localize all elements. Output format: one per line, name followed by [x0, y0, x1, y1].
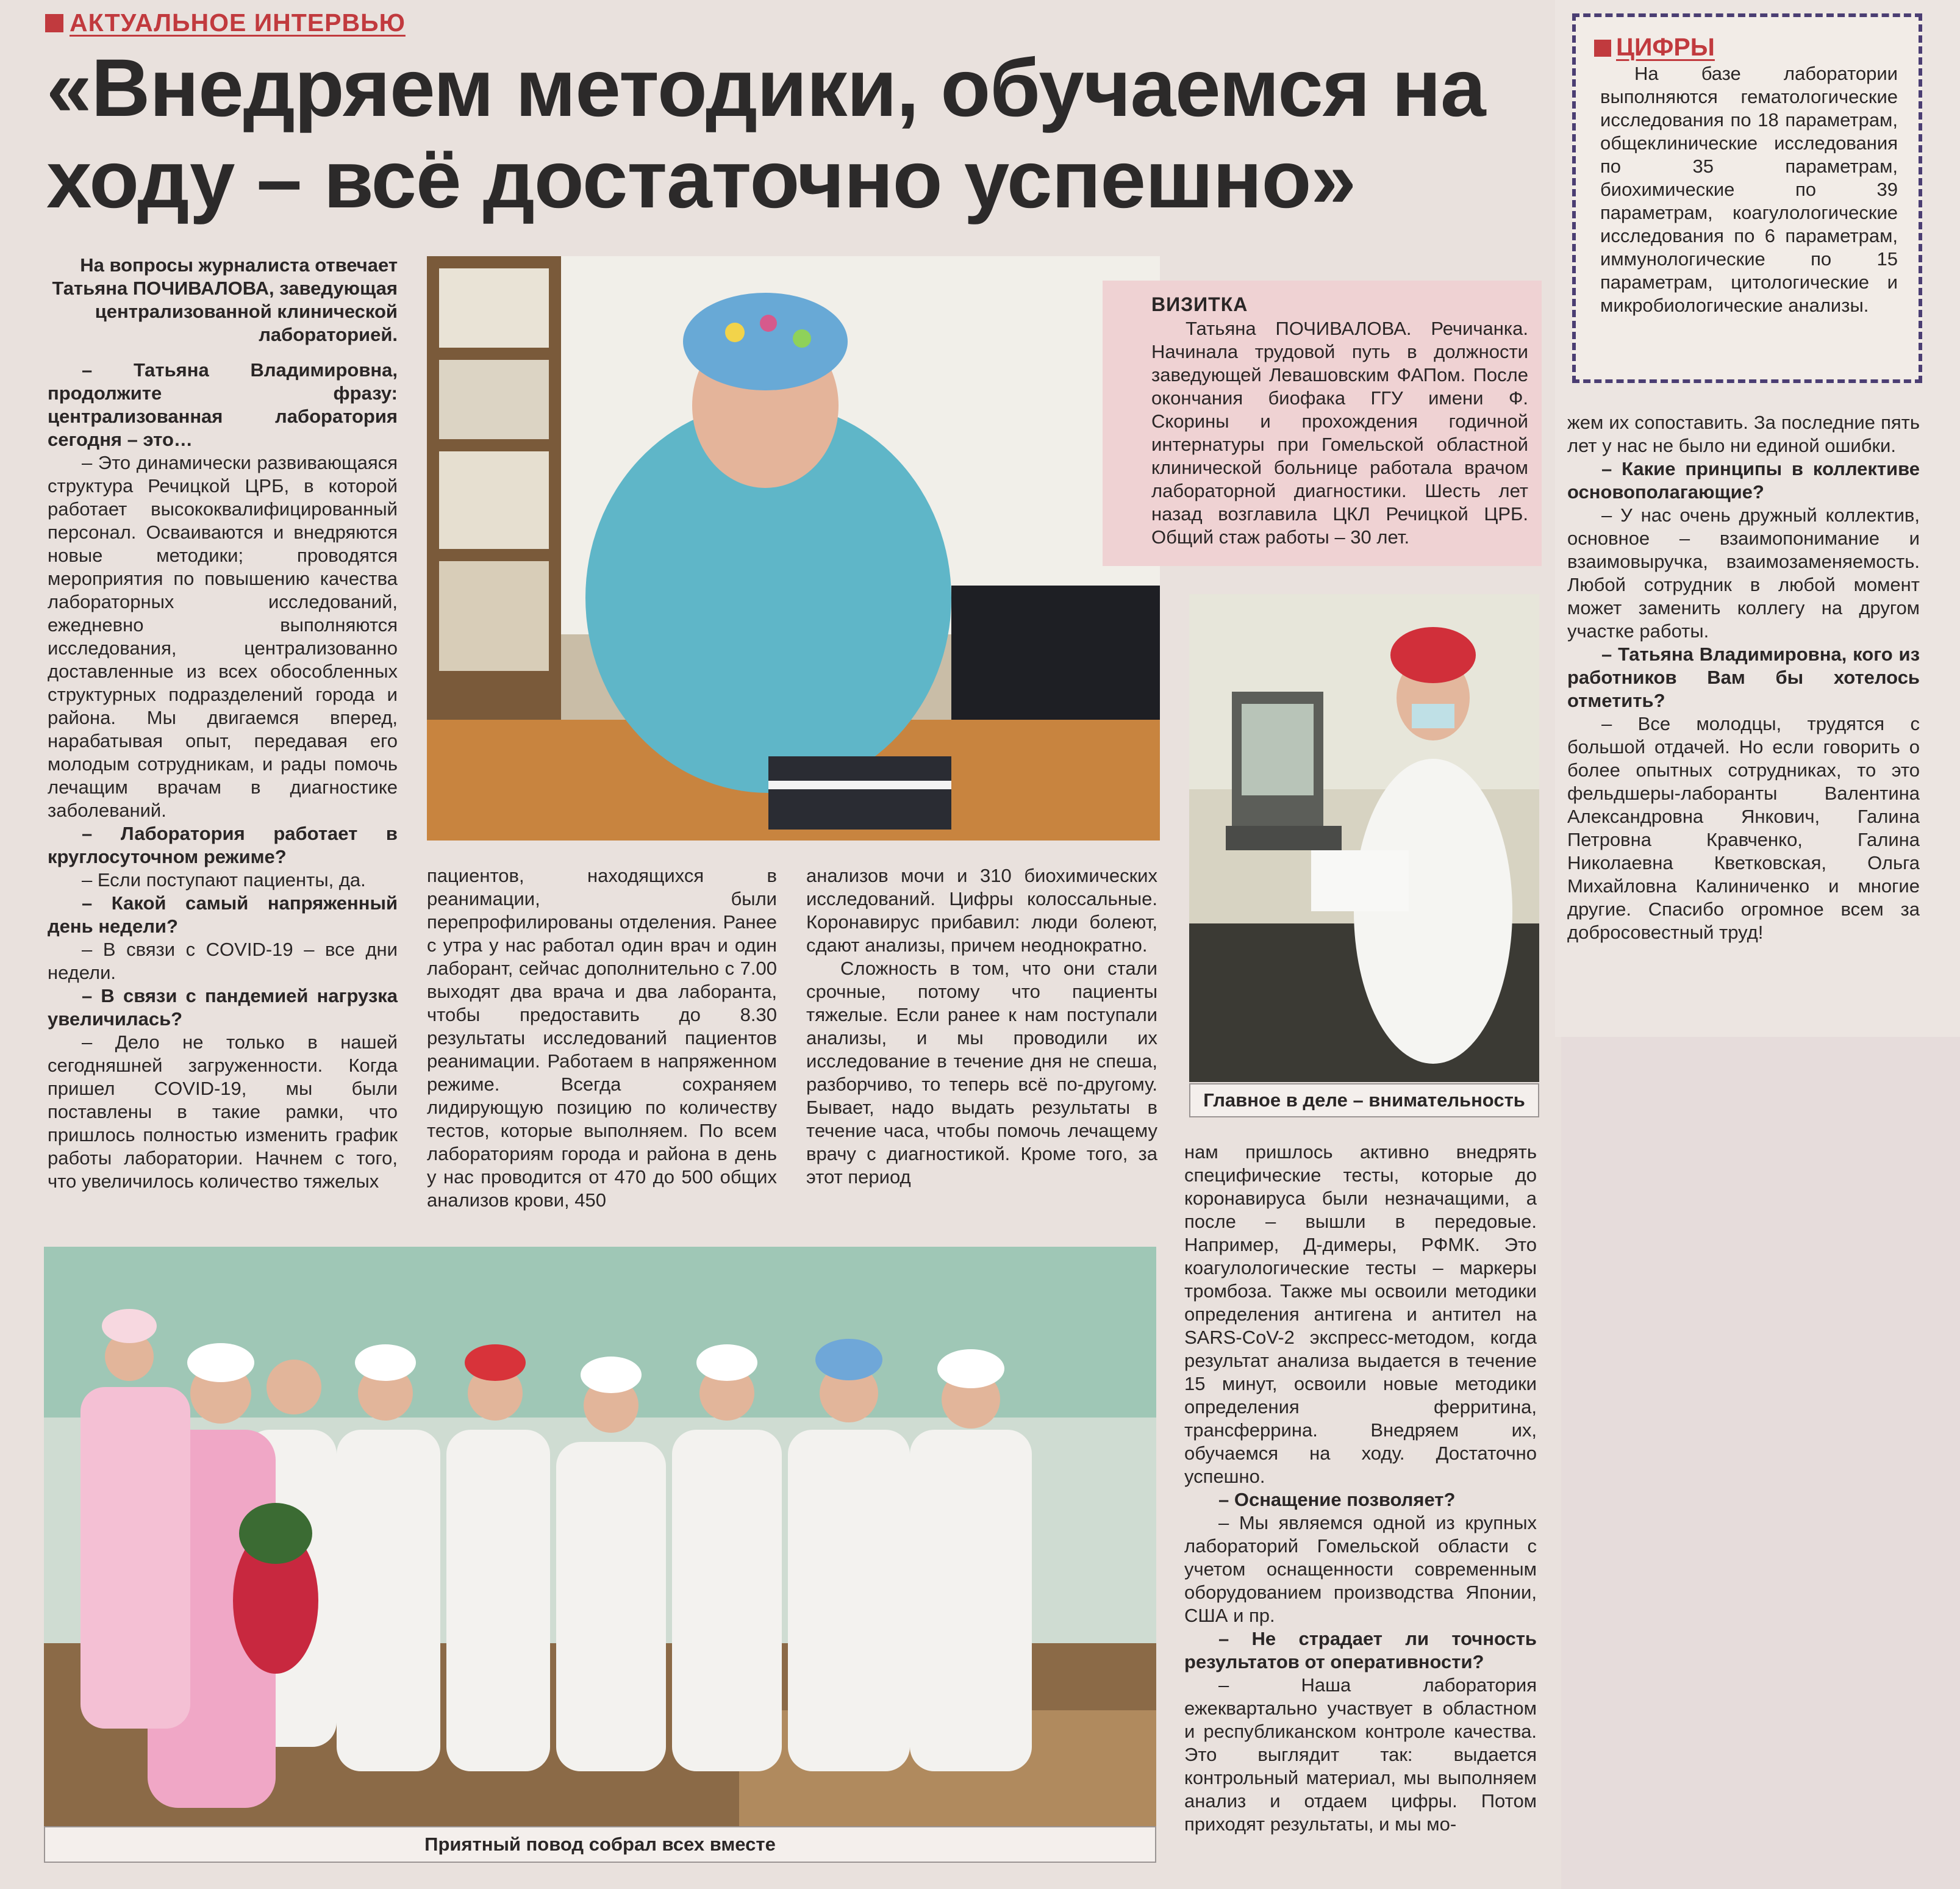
answer-paragraph: жем их сопоставить. За последние пять лет у нас не было ни единой ошибки. — [1567, 412, 1920, 456]
vizitka-text: Татьяна ПОЧИВАЛОВА. Речичанка. Начинала трудовой путь в должности заведующей Левашовским ФАПом. После окончания биофака ГГУ имени Ф. Скорины и прохождения годичной интернатуры при Гомельской областной клинической больнице работала врачом лабораторной диагностики. Шесть лет назад возглавила ЦКЛ Речицкой ЦРБ. Общий стаж работы – 30 лет. — [1151, 318, 1528, 548]
answer-paragraph: – Дело не только в нашей сегодняшней загруженности. Когда пришел COVID-19, мы были поставлены в такие рамки, что пришлось полностью изменить график работы лаборатории. Начнем с того, что увеличилось количество тяжелых — [48, 1031, 398, 1192]
rubric — [45, 9, 406, 37]
article-column-5 — [1567, 411, 1920, 944]
tsifry-marker — [1594, 40, 1611, 57]
group-photo-caption: Приятный повод собрал всех вместе — [44, 1826, 1156, 1863]
vizitka-title: ВИЗИТКА — [1151, 293, 1248, 315]
group-photo — [44, 1247, 1156, 1826]
question-paragraph: – Лаборатория работает в круглосуточном режиме? — [48, 823, 398, 867]
answer-paragraph: нам пришлось активно внедрять специфические тесты, которые до коронавируса были незначащими, а после – вышли в передовые. Например, Д-димеры, РФМК. Это коагулологические тесты – маркеры тромбоза. Также мы освоили методики определения антигена и антител на SARS-CoV-2 экспресс-методом, когда результат анализа выдается в течение 15 минут, освоили новые методики определения ферритина, трансферрина. Внедряем их, обучаемся на ходу. Достаточно успешно. — [1184, 1141, 1537, 1487]
tsifry-text: На базе лаборатории выполняются гематологические исследования по 18 параметрам, общеклинические исследования по 35 параметрам, биохимические по 39 параметрам, коагулологические исследования по 6 параметрам, иммунологические по 15 параметрам, цитологические и микробиологические анализы. — [1600, 63, 1898, 316]
portrait-photo — [427, 256, 1160, 841]
question-paragraph: – Какой самый напряженный день недели? — [48, 892, 398, 937]
question-paragraph: – Татьяна Владимировна, кого из работников Вам бы хотелось отметить? — [1567, 643, 1920, 711]
question-paragraph: – Оснащение позволяет? — [1218, 1489, 1456, 1510]
tsifry-heading — [1594, 35, 1898, 59]
tsifry-box — [1572, 13, 1922, 383]
lab-photo — [1189, 594, 1539, 1082]
article-column-1 — [48, 359, 398, 1193]
rubric-marker — [45, 14, 63, 32]
answer-paragraph: – У нас очень дружный коллектив, основное – взаимопонимание и взаимовыручка, взаимозаменяемость. Любой сотрудник в любой момент может заменить коллегу на другом участке работы. — [1567, 504, 1920, 642]
answer-paragraph: Сложность в том, что они стали срочные, потому что пациенты тяжелые. Если ранее к нам поступали анализы, и мы проводили их исследование в течение дня не спеша, разборчиво, то теперь всё по-другому. Бывает, надо выдать результаты в течение часа, чтобы помочь лечащему врачу с диагностикой. Кроме того, за этот период — [806, 958, 1157, 1188]
column-2-text: пациентов, находящихся в реанимации, были перепрофилированы отделения. Ранее с утра у нас работал один врач и один лаборант, сейчас дополнительно с 7.00 выходят два врача и два лаборанта, чтобы предоставить до 8.30 результаты исследований пациентов реанимации. Работаем в напряженном режиме. Всегда сохраняем лидирующую позицию по количеству тестов, которые выполняем. По всем лабораториям города и района в день у нас проводится от 470 до 500 общих анализов крови, 450 — [427, 865, 777, 1211]
rubric-label: АКТУАЛЬНОЕ ИНТЕРВЬЮ — [70, 9, 406, 37]
answer-paragraph: – В связи с COVID-19 – все дни недели. — [48, 939, 398, 983]
question-paragraph: – Татьяна Владимировна, продолжите фразу: централизованная лаборатория сегодня – это… — [48, 359, 398, 450]
blank-area — [1561, 1037, 1960, 1889]
tsifry-title: ЦИФРЫ — [1616, 33, 1715, 61]
answer-paragraph: – Все молодцы, трудятся с большой отдачей. Но если говорить о более опытных сотрудниках, то это фельдшеры-лаборанты Валентина Александровна Янкович, Галина Петровна Кравченко, Галина Николаевна Кветковская, Ольга Михайловна Калиниченко и многие другие. Спасибо огромное всем за добросовестный труд! — [1567, 713, 1920, 943]
answer-paragraph: анализов мочи и 310 биохимических исследований. Цифры колоссальные. Коронавирус прибавил: люди болеют, сдают анализы, причем неоднократно. — [806, 865, 1157, 956]
answer-paragraph: – Мы являемся одной из крупных лабораторий Гомельской области с учетом оснащенности современным оборудованием производства Японии, США и пр. — [1184, 1512, 1537, 1626]
article-column-4 — [1184, 1141, 1537, 1836]
intro-lead: На вопросы журналиста отвечает Татьяна ПОЧИВАЛОВА, заведующая централизованной клинической лабораторией. — [52, 254, 398, 345]
answer-paragraph: – Наша лаборатория ежеквартально участвует в областном и республиканском контроле качества. Это выглядит так: выдается контрольный материал, мы выполняем анализ и отдаем цифры. Потом приходят результаты, и мы мо- — [1184, 1674, 1537, 1835]
question-paragraph: – Не страдает ли точность результатов от оперативности? — [1184, 1628, 1537, 1672]
article-column-2 — [427, 864, 777, 1212]
question-paragraph: – Какие принципы в коллективе основополагающие? — [1567, 458, 1920, 503]
vizitka-box — [1103, 281, 1542, 566]
answer-paragraph: – Если поступают пациенты, да. — [82, 869, 366, 891]
lab-photo-caption: Главное в деле – внимательность — [1189, 1083, 1539, 1117]
article-column-3 — [806, 864, 1157, 1189]
answer-paragraph: – Это динамически развивающаяся структура Речицкой ЦРБ, в которой работает высококвалифицированный персонал. Осваиваются и внедряются новые методики; проводятся мероприятия по повышению качества лабораторных исследований, ежедневно выполняются исследования, централизованно доставленные из всех обособленных структурных подразделений города и района. Мы двигаемся вперед, нарабатывая опыт, передавая его молодым сотрудникам, и рады помочь лечащим врачам в диагностике заболеваний. — [48, 452, 398, 821]
question-paragraph: – В связи с пандемией нагрузка увеличилась? — [48, 985, 398, 1030]
headline: «Внедряем методики, обучаемся на ходу – всё достаточно успешно» — [46, 43, 1486, 225]
